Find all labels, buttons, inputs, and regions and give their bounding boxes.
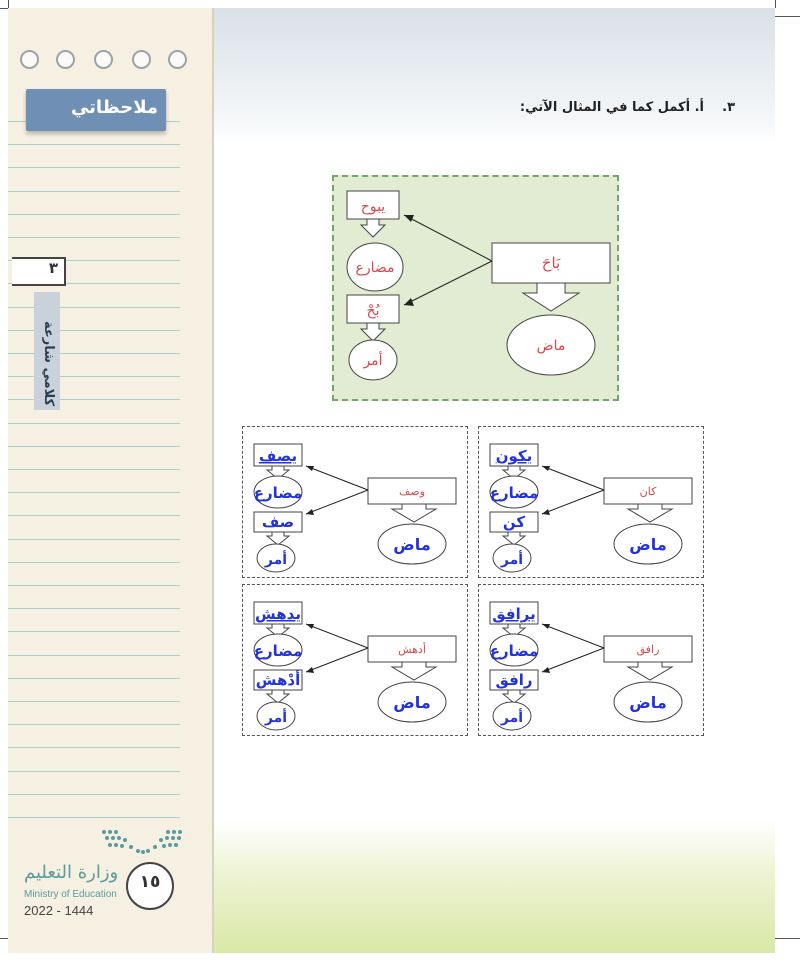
ministry-logo-icon [98, 826, 188, 858]
big-arrow-down-icon [628, 504, 672, 522]
present-verb: يبوح [360, 199, 386, 215]
past-label: ماض [629, 693, 667, 712]
unit-title: كلامي شارعة [41, 320, 56, 406]
binder-hole [56, 50, 75, 69]
ruled-line [8, 747, 180, 748]
big-arrow-down-icon [392, 662, 436, 680]
ruled-line [8, 678, 180, 679]
ruled-line [8, 631, 180, 632]
arrow-head-icon [542, 466, 550, 471]
present-verb: يكون [495, 447, 533, 465]
imperative-label: أمر [363, 353, 383, 369]
exercise-instruction: أ. أكمل كما في المثال الآتي: [519, 100, 704, 115]
arrow-head-icon [306, 667, 314, 673]
arrow-line [542, 648, 604, 672]
page-number: ١٥ [139, 872, 161, 892]
crop-mark [8, 0, 9, 8]
example-diagram [332, 175, 619, 401]
arrow-line [542, 490, 604, 514]
notes-label: ملاحظاتي [70, 97, 158, 118]
past-verb: بَاحَ [541, 254, 561, 272]
arrow-down-icon [361, 219, 385, 237]
past-label: ماض [393, 535, 431, 554]
ruled-line [8, 817, 180, 818]
bottom-gradient [214, 820, 775, 953]
present-verb: يدهش [255, 605, 301, 623]
binder-hole [132, 50, 151, 69]
ruled-line [8, 724, 180, 725]
past-verb: وصف [398, 485, 426, 498]
ruled-line [8, 562, 180, 563]
ruled-line [8, 515, 180, 516]
arrow-line [306, 490, 368, 514]
arrow-head-icon [404, 298, 414, 306]
arrow-head-icon [542, 624, 550, 629]
ruled-line [8, 539, 180, 540]
exercise-diagram [242, 426, 470, 580]
arrow-down-icon [267, 690, 289, 703]
arrow-down-icon [361, 323, 385, 341]
past-label: ماض [536, 338, 566, 354]
ruled-line [8, 794, 180, 795]
main-content [214, 8, 775, 953]
arrow-head-icon [306, 466, 314, 471]
present-label: مضارع [355, 260, 395, 276]
ruled-line [8, 469, 180, 470]
present-label: مضارع [253, 484, 303, 502]
imperative-verb: بُحْ [366, 303, 380, 319]
ruled-line [8, 237, 180, 238]
top-gradient [214, 8, 775, 143]
ruled-line [8, 701, 180, 702]
exercise-diagram [478, 584, 706, 738]
past-verb: أدهش [398, 643, 426, 656]
ruled-line [8, 144, 180, 145]
exercise-number: ٣. [722, 100, 735, 115]
crop-mark [775, 938, 800, 939]
present-label: مضارع [489, 642, 539, 660]
imperative-verb: أدْهش [255, 671, 301, 689]
imperative-label: أمر [264, 552, 288, 568]
past-label: ماض [393, 693, 431, 712]
ministry-name-english: Ministry of Education [24, 889, 117, 900]
arrow-line [404, 215, 492, 261]
exercise-heading [520, 100, 735, 115]
big-arrow-down-icon [523, 283, 579, 311]
ruled-line [8, 167, 180, 168]
crop-mark [775, 16, 800, 17]
past-verb: رافق [636, 643, 660, 656]
binder-hole [94, 50, 113, 69]
ruled-line [8, 214, 180, 215]
crop-mark [775, 0, 776, 8]
ruled-line [8, 585, 180, 586]
ruled-line [8, 446, 180, 447]
ministry-name-arabic: وزارة التعليم [24, 862, 119, 883]
arrow-head-icon [404, 215, 414, 222]
present-verb: يصف [258, 447, 298, 465]
past-label: ماض [629, 535, 667, 554]
arrow-down-icon [267, 532, 289, 545]
ruled-line [8, 191, 180, 192]
crop-mark [0, 8, 8, 9]
arrow-line [404, 261, 492, 305]
past-verb: كان [639, 485, 657, 498]
binder-hole [168, 50, 187, 69]
arrow-head-icon [306, 624, 314, 629]
arrow-down-icon [503, 532, 525, 545]
arrow-head-icon [542, 667, 550, 673]
arrow-line [542, 466, 604, 490]
ruled-line [8, 608, 180, 609]
arrow-line [542, 624, 604, 648]
notes-sidebar [8, 8, 214, 953]
arrow-line [306, 648, 368, 672]
present-verb: يرافق [492, 605, 536, 623]
arrow-down-icon [503, 690, 525, 703]
ruled-line [8, 492, 180, 493]
imperative-label: أمر [264, 710, 288, 726]
imperative-label: أمر [500, 552, 524, 568]
arrow-line [306, 466, 368, 490]
imperative-label: أمر [500, 710, 524, 726]
edition-year: 2022 - 1444 [24, 903, 94, 918]
imperative-verb: رافق [495, 671, 533, 689]
ruled-line [8, 655, 180, 656]
exercise-diagram [478, 426, 706, 580]
unit-number: ٣ [48, 259, 58, 277]
arrow-head-icon [542, 509, 550, 515]
big-arrow-down-icon [392, 504, 436, 522]
ruled-line [8, 423, 180, 424]
ruled-line [8, 771, 180, 772]
binder-hole [20, 50, 39, 69]
arrow-line [306, 624, 368, 648]
arrow-head-icon [306, 509, 314, 515]
present-label: مضارع [253, 642, 303, 660]
present-label: مضارع [489, 484, 539, 502]
big-arrow-down-icon [628, 662, 672, 680]
imperative-verb: صف [261, 513, 295, 531]
crop-mark [0, 938, 8, 939]
exercise-diagram [242, 584, 470, 738]
imperative-verb: كن [502, 513, 526, 531]
